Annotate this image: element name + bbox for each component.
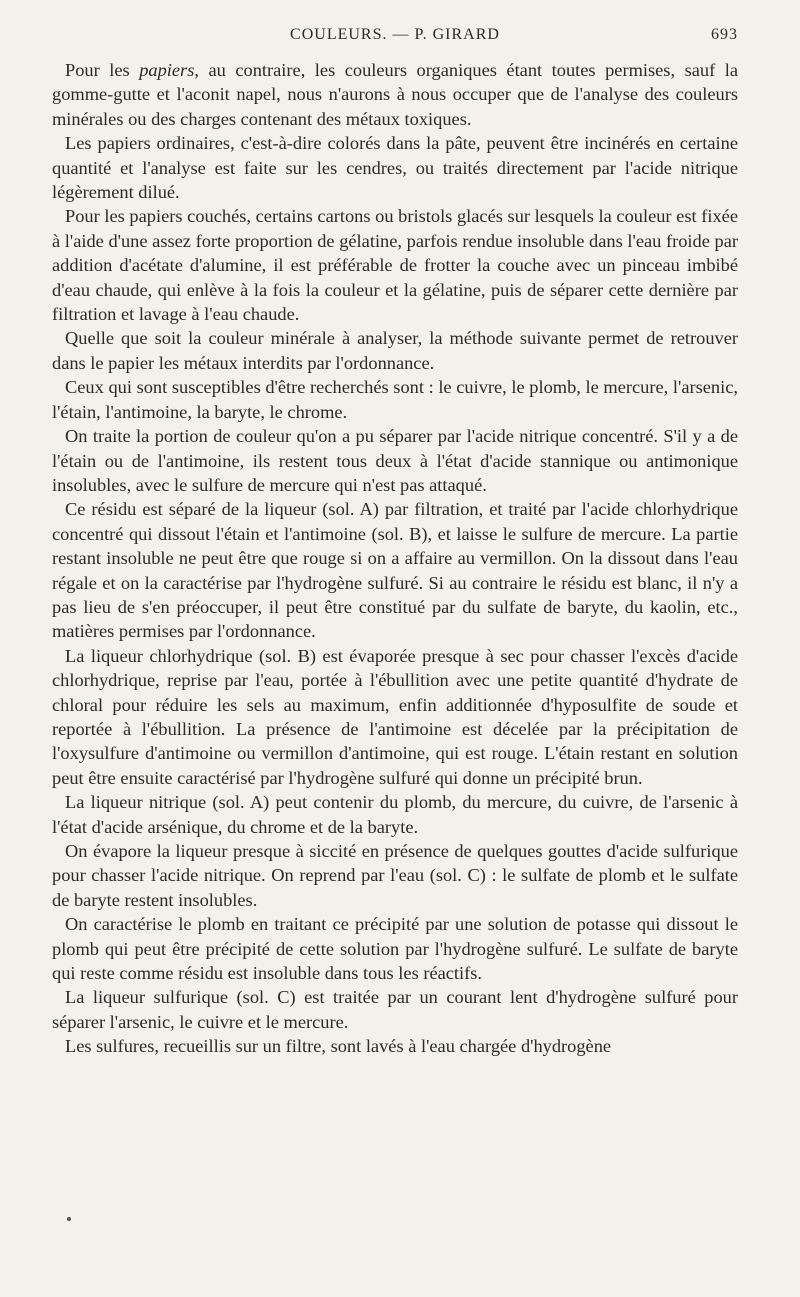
running-title: COULEURS. — P. GIRARD: [290, 26, 500, 43]
paragraph: Pour les papiers couchés, certains cartons ou bristols glacés sur lesquels la couleur est fixée à l'aide d'une assez forte proportion de gélatine, parfois rendue insoluble dans l'eau froide par addition d'acétate d'alumine, il est préférable de frotter la couche avec un pinceau imbibé d'eau chaude, qui enlève à la fois la couleur et la gélatine, puis de séparer cette dernière par filtration et lavage à l'eau chaude.: [52, 206, 738, 325]
paragraph: On traite la portion de couleur qu'on a pu séparer par l'acide nitrique concentré. S'il y a de l'étain ou de l'antimoine, ils restent tous deux à l'état d'acide stannique ou antimonique insolubles, avec le sulfure de mercure qui n'est pas attaqué.: [52, 426, 738, 495]
ink-speck: [67, 1217, 71, 1221]
paragraph: Ce résidu est séparé de la liqueur (sol. A) par filtration, et traité par l'acide chlorhydrique concentré qui dissout l'étain et l'antimoine (sol. B), et laisse le sulfure de mercure. La partie restant insoluble ne peut être que rouge si on a affaire au vermillon. On la dissout dans l'eau régale et on la caractérise par l'hydrogène sulfuré. Si au contraire le résidu est blanc, il n'y a pas lieu de s'en préoccuper, il peut être constitué par du sulfate de baryte, du kaolin, etc., matières permises par l'ordonnance.: [52, 499, 738, 642]
body-text: [52, 58, 738, 1059]
paragraph: Quelle que soit la couleur minérale à analyser, la méthode suivante permet de retrouver dans le papier les métaux interdits par l'ordonnance.: [52, 328, 738, 373]
book-page: [52, 26, 738, 1059]
emphasized-word: papiers: [139, 60, 195, 80]
paragraph: La liqueur nitrique (sol. A) peut contenir du plomb, du mercure, du cuivre, de l'arsenic à l'état d'acide arsénique, du chrome et de la baryte.: [52, 792, 738, 837]
page-header: [52, 26, 738, 50]
paragraph: Les sulfures, recueillis sur un filtre, sont lavés à l'eau chargée d'hydrogène: [65, 1036, 612, 1057]
paragraph: La liqueur sulfurique (sol. C) est traitée par un courant lent d'hydrogène sulfuré pour séparer l'arsenic, le cuivre et le mercure.: [52, 987, 738, 1032]
paragraph: Ceux qui sont susceptibles d'être recherchés sont : le cuivre, le plomb, le mercure, l'arsenic, l'étain, l'antimoine, la baryte, le chrome.: [52, 377, 738, 422]
paragraph: Pour les papiers, au contraire, les couleurs organiques étant toutes permises, sauf la gomme-gutte et l'aconit napel, nous n'aurons à nous occuper que de l'analyse des couleurs minérales ou des charges contenant des métaux toxiques.: [52, 60, 738, 129]
paragraph: Les papiers ordinaires, c'est-à-dire colorés dans la pâte, peuvent être incinérés en certaine quantité et l'analyse est faite sur les cendres, ou traités directement par l'acide nitrique légèrement dilué.: [52, 133, 738, 203]
page-number: 693: [711, 26, 738, 43]
paragraph: On caractérise le plomb en traitant ce précipité par une solution de potasse qui dissout le plomb qui peut être précipité de cette solution par l'hydrogène sulfuré. Le sulfate de baryte qui reste comme résidu est insoluble dans tous les réactifs.: [52, 914, 738, 984]
paragraph: La liqueur chlorhydrique (sol. B) est évaporée presque à sec pour chasser l'excès d'acide chlorhydrique, reprise par l'eau, portée à l'ébullition avec une petite quantité d'hydrate de chloral pour réduire les sels au maximum, enfin additionnée d'hyposulfite de soude et reportée à l'ébullition. La présence de l'antimoine est décelée par la précipitation de l'oxysulfure d'antimoine ou vermillon d'antimoine, qui est rouge. L'étain restant en solution peut être ensuite caractérisé par l'hydrogène sulfuré qui donne un précipité brun.: [52, 645, 738, 788]
paragraph: On évapore la liqueur presque à siccité en présence de quelques gouttes d'acide sulfurique pour chasser l'acide nitrique. On reprend par l'eau (sol. C) : le sulfate de plomb et le sulfate de baryte restent insolubles.: [52, 841, 738, 910]
